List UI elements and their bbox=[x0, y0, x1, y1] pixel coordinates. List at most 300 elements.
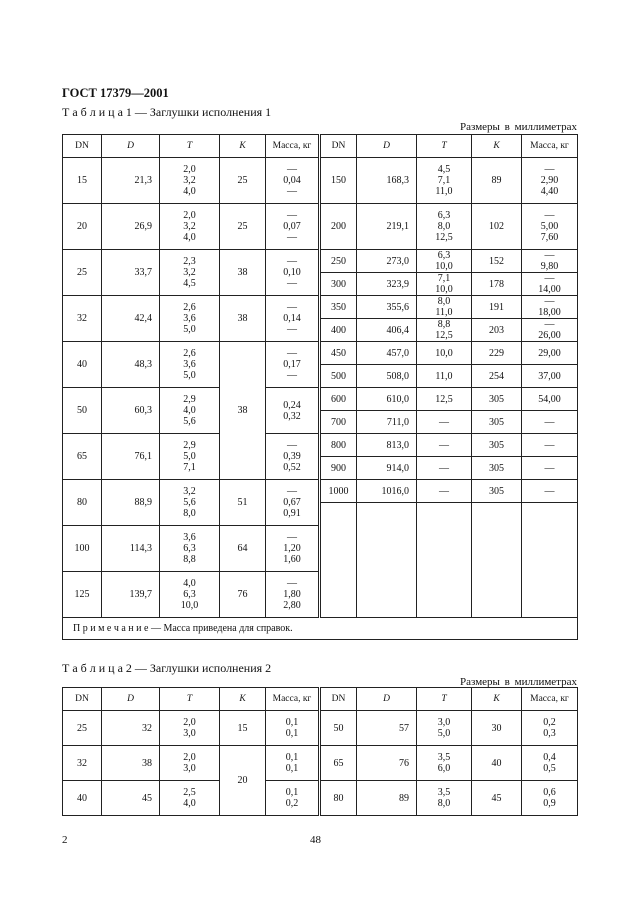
cell-t bbox=[160, 250, 220, 296]
cell-t-line: 3,0 bbox=[437, 717, 451, 728]
cell-d: 355,6 bbox=[357, 296, 417, 319]
cell-dn: 50 bbox=[320, 711, 357, 746]
cell-mass-line: 9,80 bbox=[540, 261, 559, 272]
cell-mass-line: — bbox=[287, 578, 297, 589]
cell-t-line: 10,0 bbox=[435, 347, 453, 359]
cell-k: 30 bbox=[472, 711, 522, 746]
cell-mass-line: 1,80 bbox=[283, 589, 301, 600]
cell-mass-line: — bbox=[544, 210, 555, 221]
cell-t-line: 2,0 bbox=[183, 717, 196, 728]
table-header-row bbox=[63, 688, 578, 711]
cell-t-line: 7,1 bbox=[437, 175, 451, 186]
cell-t-line: 2,3 bbox=[183, 256, 196, 267]
cell-mass-line: 0,91 bbox=[283, 508, 301, 519]
col-header-k: K bbox=[472, 688, 522, 711]
cell-dn: 80 bbox=[63, 480, 102, 526]
cell-t bbox=[160, 746, 220, 781]
cell-dn: 900 bbox=[320, 457, 357, 480]
cell-t bbox=[160, 296, 220, 342]
cell-d: 508,0 bbox=[357, 365, 417, 388]
col-header-d: D bbox=[102, 135, 160, 158]
cell-d: 139,7 bbox=[102, 572, 160, 618]
cell-t-line: — bbox=[439, 416, 449, 428]
cell-d: 76 bbox=[357, 746, 417, 781]
cell-t-line: 2,0 bbox=[183, 752, 196, 763]
cell-k: 305 bbox=[472, 411, 522, 434]
cell-t-line: 3,6 bbox=[183, 313, 196, 324]
cell-k: 178 bbox=[472, 273, 522, 296]
col-header-dn: DN bbox=[320, 688, 357, 711]
cell-t-line: 3,0 bbox=[183, 763, 196, 774]
cell-t-line: 2,0 bbox=[183, 164, 196, 175]
table-note: П р и м е ч а н и е — Масса приведена для справок. bbox=[63, 618, 578, 640]
cell-mass-line: 0,6 bbox=[543, 787, 556, 798]
cell-t-line: 2,6 bbox=[183, 348, 196, 359]
cell-mass bbox=[522, 342, 578, 365]
cell-d: 914,0 bbox=[357, 457, 417, 480]
cell-k: 203 bbox=[472, 319, 522, 342]
cell-k: 89 bbox=[472, 158, 522, 204]
cell-t-line: 8,0 bbox=[437, 798, 451, 809]
col-header-mass: Масса, кг bbox=[266, 688, 320, 711]
cell-mass bbox=[522, 319, 578, 342]
cell-t-line: 6,3 bbox=[183, 589, 196, 600]
cell-mass-line: — bbox=[544, 319, 555, 330]
cell-dn: 25 bbox=[63, 250, 102, 296]
cell-dn: 32 bbox=[63, 296, 102, 342]
cell-mass-line: 0,1 bbox=[285, 752, 299, 763]
cell-d: 457,0 bbox=[357, 342, 417, 365]
cell-mass-line: — bbox=[287, 324, 297, 335]
cell-d: 168,3 bbox=[357, 158, 417, 204]
cell-t-line: 3,6 bbox=[183, 532, 196, 543]
cell-t-line: 8,0 bbox=[437, 296, 451, 307]
cell-d: 48,3 bbox=[102, 342, 160, 388]
cell-empty bbox=[472, 503, 522, 618]
col-header-k: K bbox=[220, 688, 266, 711]
cell-t bbox=[417, 781, 472, 816]
cell-t-line: 3,5 bbox=[437, 787, 451, 798]
cell-mass bbox=[266, 572, 320, 618]
cell-dn: 50 bbox=[63, 388, 102, 434]
cell-dn: 125 bbox=[63, 572, 102, 618]
cell-mass-line: — bbox=[287, 232, 297, 243]
col-header-dn: DN bbox=[63, 688, 102, 711]
cell-dn: 100 bbox=[63, 526, 102, 572]
table-row bbox=[63, 434, 578, 457]
cell-d: 89 bbox=[357, 781, 417, 816]
cell-d: 610,0 bbox=[357, 388, 417, 411]
cell-d: 32 bbox=[102, 711, 160, 746]
cell-mass-line: 0,5 bbox=[543, 763, 556, 774]
table-row bbox=[63, 781, 578, 816]
cell-t-line: 4,0 bbox=[183, 798, 196, 809]
cell-k: 51 bbox=[220, 480, 266, 526]
cell-mass-line: — bbox=[544, 296, 555, 307]
cell-t-line: 3,2 bbox=[183, 221, 196, 232]
cell-mass-line: 54,00 bbox=[538, 393, 561, 405]
cell-mass-line: 0,2 bbox=[543, 717, 556, 728]
cell-mass-line: 0,3 bbox=[543, 728, 556, 739]
cell-t-line: 6,3 bbox=[437, 250, 451, 261]
cell-t-line: — bbox=[439, 462, 449, 474]
col-header-d: D bbox=[357, 135, 417, 158]
cell-mass-line: — bbox=[544, 273, 555, 284]
cell-d: 33,7 bbox=[102, 250, 160, 296]
cell-mass-line: 37,00 bbox=[538, 370, 561, 382]
cell-mass-line: 18,00 bbox=[538, 307, 561, 318]
cell-k: 191 bbox=[472, 296, 522, 319]
cell-mass-line: 0,1 bbox=[285, 763, 299, 774]
cell-k: 305 bbox=[472, 480, 522, 503]
cell-t-line: 6,0 bbox=[437, 763, 451, 774]
cell-mass-line: — bbox=[287, 440, 297, 451]
cell-dn: 65 bbox=[320, 746, 357, 781]
cell-mass bbox=[266, 388, 320, 434]
cell-t-line: 3,0 bbox=[183, 728, 196, 739]
cell-d: 38 bbox=[102, 746, 160, 781]
cell-k: 45 bbox=[472, 781, 522, 816]
cell-mass bbox=[266, 526, 320, 572]
cell-k-merged: 38 bbox=[220, 342, 266, 480]
cell-t-line: 5,0 bbox=[183, 370, 196, 381]
cell-t bbox=[417, 411, 472, 434]
cell-mass-line: 0,14 bbox=[283, 313, 301, 324]
cell-t bbox=[417, 480, 472, 503]
cell-dn: 450 bbox=[320, 342, 357, 365]
table-row bbox=[63, 250, 578, 273]
cell-mass bbox=[266, 204, 320, 250]
cell-mass bbox=[522, 158, 578, 204]
cell-mass-line: — bbox=[544, 485, 555, 497]
col-header-t: T bbox=[160, 135, 220, 158]
cell-mass-line: — bbox=[287, 278, 297, 289]
cell-empty bbox=[522, 503, 578, 618]
cell-t-line: 8,8 bbox=[183, 554, 196, 565]
cell-dn: 1000 bbox=[320, 480, 357, 503]
cell-mass-line: — bbox=[544, 439, 555, 451]
cell-mass-line: — bbox=[544, 250, 555, 261]
cell-t-line: 4,0 bbox=[183, 232, 196, 243]
cell-empty bbox=[320, 503, 357, 618]
table-row bbox=[63, 204, 578, 227]
col-header-dn: DN bbox=[320, 135, 357, 158]
cell-d: 219,1 bbox=[357, 204, 417, 250]
cell-d: 57 bbox=[357, 711, 417, 746]
cell-mass bbox=[266, 158, 320, 204]
table-row bbox=[63, 388, 578, 411]
cell-d: 76,1 bbox=[102, 434, 160, 480]
cell-dn: 15 bbox=[63, 158, 102, 204]
table2-units-note: Размеры в миллиметрах bbox=[460, 676, 577, 688]
table-note-row bbox=[63, 618, 578, 640]
cell-mass bbox=[522, 388, 578, 411]
cell-t-line: 10,0 bbox=[435, 261, 453, 272]
cell-mass bbox=[522, 411, 578, 434]
cell-empty bbox=[357, 503, 417, 618]
cell-d: 60,3 bbox=[102, 388, 160, 434]
cell-mass bbox=[522, 365, 578, 388]
cell-mass-line: 0,52 bbox=[283, 462, 301, 473]
cell-mass-line: 1,60 bbox=[283, 554, 301, 565]
cell-t bbox=[417, 746, 472, 781]
cell-mass-line: 0,4 bbox=[543, 752, 556, 763]
cell-mass-line: 29,00 bbox=[538, 347, 561, 359]
table-row bbox=[63, 158, 578, 181]
cell-mass-line: 26,00 bbox=[538, 330, 561, 341]
cell-mass-line: — bbox=[287, 302, 297, 313]
cell-t-line: 11,0 bbox=[435, 307, 453, 318]
cell-k: 102 bbox=[472, 204, 522, 250]
cell-mass-line: 0,67 bbox=[283, 497, 301, 508]
cell-d: 26,9 bbox=[102, 204, 160, 250]
cell-t-line: 3,2 bbox=[183, 175, 196, 186]
cell-dn: 400 bbox=[320, 319, 357, 342]
table1 bbox=[62, 134, 578, 640]
cell-empty bbox=[417, 503, 472, 618]
cell-mass bbox=[266, 746, 320, 781]
table-header-row bbox=[63, 135, 578, 158]
cell-dn: 350 bbox=[320, 296, 357, 319]
cell-d: 813,0 bbox=[357, 434, 417, 457]
table1-units-note: Размеры в миллиметрах bbox=[460, 121, 577, 133]
cell-t bbox=[160, 572, 220, 618]
cell-mass-line: 0,10 bbox=[283, 267, 301, 278]
cell-t-line: 12,5 bbox=[435, 232, 453, 243]
cell-k: 25 bbox=[220, 158, 266, 204]
cell-t-line: 3,5 bbox=[437, 752, 451, 763]
cell-k: 305 bbox=[472, 434, 522, 457]
cell-t bbox=[160, 388, 220, 434]
cell-t-line: 5,0 bbox=[183, 451, 196, 462]
col-header-d: D bbox=[357, 688, 417, 711]
cell-t bbox=[160, 158, 220, 204]
cell-t-line: 12,5 bbox=[435, 330, 453, 341]
cell-mass bbox=[522, 746, 578, 781]
cell-t-line: 2,5 bbox=[183, 787, 196, 798]
table-row bbox=[63, 296, 578, 319]
cell-k: 229 bbox=[472, 342, 522, 365]
cell-k: 15 bbox=[220, 711, 266, 746]
cell-mass bbox=[522, 250, 578, 273]
cell-mass-line: — bbox=[287, 370, 297, 381]
cell-mass-line: 0,2 bbox=[285, 798, 299, 809]
cell-t-line: 2,9 bbox=[183, 394, 196, 405]
cell-t bbox=[160, 711, 220, 746]
table-row bbox=[63, 342, 578, 365]
cell-d: 114,3 bbox=[102, 526, 160, 572]
cell-t bbox=[160, 204, 220, 250]
cell-k: 152 bbox=[472, 250, 522, 273]
cell-t bbox=[417, 457, 472, 480]
cell-dn: 80 bbox=[320, 781, 357, 816]
cell-t-line: 5,0 bbox=[183, 324, 196, 335]
cell-t-line: 8,0 bbox=[437, 221, 451, 232]
cell-t-line: — bbox=[439, 439, 449, 451]
cell-t-line: 11,0 bbox=[435, 370, 453, 382]
cell-d: 711,0 bbox=[357, 411, 417, 434]
cell-t-line: 2,0 bbox=[183, 210, 196, 221]
cell-t-line: 6,3 bbox=[183, 543, 196, 554]
cell-mass-line: 0,17 bbox=[283, 359, 301, 370]
cell-d: 273,0 bbox=[357, 250, 417, 273]
cell-t-line: 3,2 bbox=[183, 486, 196, 497]
cell-mass-line: 1,20 bbox=[283, 543, 301, 554]
cell-mass-line: 0,24 bbox=[283, 399, 301, 411]
cell-mass-line: — bbox=[287, 186, 297, 197]
cell-dn: 40 bbox=[63, 342, 102, 388]
cell-t-line: 5,6 bbox=[183, 416, 196, 427]
cell-mass-line: — bbox=[544, 462, 555, 474]
table-row bbox=[63, 480, 578, 503]
cell-dn: 20 bbox=[63, 204, 102, 250]
table2-caption: Т а б л и ц а 2 — Заглушки исполнения 2 bbox=[62, 661, 272, 675]
cell-dn: 200 bbox=[320, 204, 357, 250]
cell-t-line: 8,8 bbox=[437, 319, 451, 330]
cell-t bbox=[160, 434, 220, 480]
cell-mass-line: 5,00 bbox=[540, 221, 559, 232]
page-number-center: 48 bbox=[310, 834, 321, 846]
cell-mass bbox=[522, 711, 578, 746]
document-header: ГОСТ 17379—2001 bbox=[62, 86, 169, 100]
cell-mass-line: — bbox=[544, 416, 555, 428]
cell-mass-line: 0,07 bbox=[283, 221, 301, 232]
cell-mass-line: — bbox=[544, 164, 555, 175]
col-header-dn: DN bbox=[63, 135, 102, 158]
cell-t bbox=[417, 204, 472, 250]
cell-dn: 40 bbox=[63, 781, 102, 816]
cell-t-line: 3,2 bbox=[183, 267, 196, 278]
cell-dn: 25 bbox=[63, 711, 102, 746]
cell-t bbox=[417, 342, 472, 365]
cell-t bbox=[160, 342, 220, 388]
cell-t bbox=[417, 296, 472, 319]
cell-k: 64 bbox=[220, 526, 266, 572]
cell-t bbox=[417, 388, 472, 411]
cell-k: 305 bbox=[472, 457, 522, 480]
cell-t-line: 7,1 bbox=[183, 462, 196, 473]
cell-t-line: 11,0 bbox=[435, 186, 453, 197]
cell-mass-line: 7,60 bbox=[540, 232, 559, 243]
cell-t bbox=[417, 250, 472, 273]
cell-mass-line: 0,32 bbox=[283, 410, 301, 422]
cell-k: 25 bbox=[220, 204, 266, 250]
cell-t bbox=[417, 319, 472, 342]
cell-dn: 700 bbox=[320, 411, 357, 434]
cell-t bbox=[160, 480, 220, 526]
cell-k: 76 bbox=[220, 572, 266, 618]
cell-dn: 600 bbox=[320, 388, 357, 411]
cell-t-line: 2,9 bbox=[183, 440, 196, 451]
col-header-t: T bbox=[417, 135, 472, 158]
col-header-mass: Масса, кг bbox=[266, 135, 320, 158]
cell-t-line: 6,3 bbox=[437, 210, 451, 221]
cell-t bbox=[417, 365, 472, 388]
cell-dn: 800 bbox=[320, 434, 357, 457]
cell-mass-line: 0,9 bbox=[543, 798, 556, 809]
cell-dn: 65 bbox=[63, 434, 102, 480]
cell-k: 38 bbox=[220, 250, 266, 296]
cell-mass-line: 2,90 bbox=[540, 175, 559, 186]
cell-d: 21,3 bbox=[102, 158, 160, 204]
cell-mass-line: — bbox=[287, 256, 297, 267]
cell-mass bbox=[522, 781, 578, 816]
cell-mass-line: 0,1 bbox=[285, 787, 299, 798]
cell-mass bbox=[266, 296, 320, 342]
cell-t-line: 7,1 bbox=[437, 273, 451, 284]
table2 bbox=[62, 687, 578, 816]
cell-t-line: 4,0 bbox=[183, 186, 196, 197]
col-header-k: K bbox=[472, 135, 522, 158]
cell-t-line: 12,5 bbox=[435, 393, 453, 405]
cell-mass-line: 0,04 bbox=[283, 175, 301, 186]
cell-mass bbox=[522, 296, 578, 319]
cell-mass-line: — bbox=[287, 210, 297, 221]
cell-t bbox=[417, 711, 472, 746]
cell-t-line: 4,5 bbox=[183, 278, 196, 289]
cell-d: 406,4 bbox=[357, 319, 417, 342]
cell-mass-line: — bbox=[287, 486, 297, 497]
cell-k: 40 bbox=[472, 746, 522, 781]
table-row bbox=[63, 746, 578, 781]
cell-mass bbox=[266, 250, 320, 296]
cell-t-line: 5,6 bbox=[183, 497, 196, 508]
cell-mass-line: 4,40 bbox=[540, 186, 559, 197]
cell-mass-line: 0,1 bbox=[285, 728, 299, 739]
cell-mass bbox=[522, 434, 578, 457]
cell-t bbox=[417, 158, 472, 204]
col-header-k: K bbox=[220, 135, 266, 158]
cell-dn: 500 bbox=[320, 365, 357, 388]
cell-k: 38 bbox=[220, 296, 266, 342]
cell-mass-line: 14,00 bbox=[538, 284, 561, 295]
cell-t-line: 8,0 bbox=[183, 508, 196, 519]
cell-k: 254 bbox=[472, 365, 522, 388]
table-row bbox=[63, 711, 578, 746]
cell-t-line: 4,0 bbox=[183, 578, 196, 589]
col-header-mass: Масса, кг bbox=[522, 135, 578, 158]
cell-dn: 32 bbox=[63, 746, 102, 781]
cell-t bbox=[160, 781, 220, 816]
cell-k-merged: 20 bbox=[220, 746, 266, 816]
col-header-t: T bbox=[417, 688, 472, 711]
cell-dn: 300 bbox=[320, 273, 357, 296]
cell-t-line: 5,0 bbox=[437, 728, 451, 739]
cell-mass-line: — bbox=[287, 532, 297, 543]
cell-mass bbox=[266, 781, 320, 816]
cell-mass-line: — bbox=[287, 348, 297, 359]
cell-t-line: 10,0 bbox=[180, 600, 199, 611]
cell-t-line: 4,0 bbox=[183, 405, 196, 416]
cell-mass bbox=[522, 480, 578, 503]
cell-t bbox=[160, 526, 220, 572]
col-header-mass: Масса, кг bbox=[522, 688, 578, 711]
cell-mass-line: 2,80 bbox=[283, 600, 301, 611]
page-number-left: 2 bbox=[62, 834, 68, 846]
cell-mass-line: 0,39 bbox=[283, 451, 301, 462]
cell-t-line: 3,6 bbox=[183, 359, 196, 370]
cell-d: 1016,0 bbox=[357, 480, 417, 503]
table1-caption: Т а б л и ц а 1 — Заглушки исполнения 1 bbox=[62, 105, 272, 119]
cell-dn: 150 bbox=[320, 158, 357, 204]
cell-mass bbox=[266, 711, 320, 746]
cell-t-line: 10,0 bbox=[435, 284, 453, 295]
cell-mass bbox=[522, 273, 578, 296]
cell-t-line: 4,5 bbox=[437, 164, 451, 175]
cell-mass bbox=[266, 342, 320, 388]
cell-mass-line: — bbox=[287, 164, 297, 175]
cell-d: 323,9 bbox=[357, 273, 417, 296]
